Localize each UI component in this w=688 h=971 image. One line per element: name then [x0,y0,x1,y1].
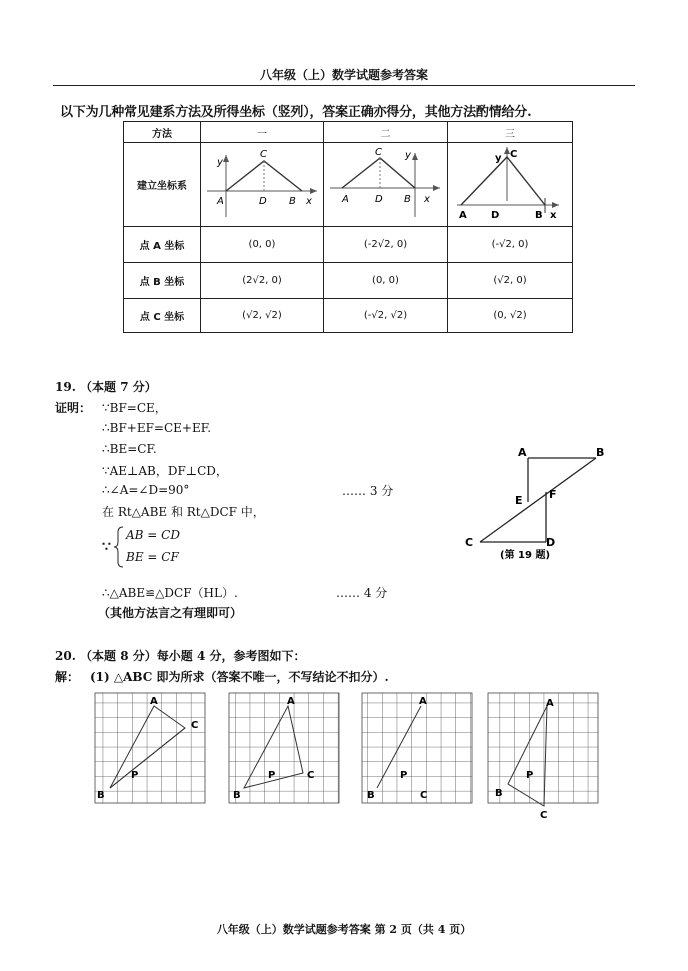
q19-figure [460,440,620,570]
fig19-e: E [515,494,523,507]
g2-c: C [307,770,315,781]
point-b-method-3: (√2, 0) [448,263,573,299]
m2-a-label: A [342,194,349,205]
fig19-caption: (第 19 题) [500,550,551,561]
m1-c-label: C [260,149,267,160]
m3-x-label: x [550,210,557,221]
point-a-method-2: (-2√2, 0) [324,227,448,263]
method-1-diagram [201,143,324,227]
g1-c: C [191,720,199,731]
g2-b: B [233,790,241,801]
m2-c-label: C [375,147,382,158]
g3-a: A [419,696,427,707]
fig19-a: A [518,446,527,459]
m2-b-label: B [404,194,411,205]
q19-note: （其他方法言之有理即可） [98,606,243,620]
g4-c: C [540,810,548,821]
g1-p: P [131,770,139,781]
q20-grid-figures [88,688,648,824]
fig19-c: C [465,536,474,549]
point-b-method-1: (2√2, 0) [201,263,324,299]
q19-line-3: ∴BE=CF. [102,442,157,456]
system-eq-1: AB = CD [126,528,180,542]
fig19-b: B [596,446,605,459]
grid-figure-1 [95,693,205,803]
page-header: 八年级（上）数学试题参考答案 [259,68,428,82]
g1-b: B [97,790,105,801]
m2-d-label: D [375,194,383,205]
m3-b-label: B [535,210,543,221]
m1-d-label: D [259,196,267,207]
m3-c-label: C [510,149,518,160]
g3-b: B [367,790,375,801]
m1-b-label: B [289,196,296,207]
fig19-d: D [546,536,556,549]
g4-a: A [546,698,554,709]
q19-score-1: …… 3 分 [342,484,394,498]
m3-d-label: D [491,210,500,221]
grid-figure-3 [362,693,472,803]
q19-line-6: 在 Rt△ABE 和 Rt△DCF 中， [102,505,265,519]
g3-p: P [400,770,408,781]
q20-answer-label: 解： [55,670,80,684]
q19-equation-system [102,525,212,569]
point-c-method-1: (√2, √2) [201,299,324,333]
g4-p: P [526,770,534,781]
q19-line-1: ∵BF=CE， [102,401,167,415]
method-2-header: 二 [324,122,448,143]
q19-line-5: ∴∠A=∠D=90° [102,483,190,497]
point-a-method-1: (0, 0) [201,227,324,263]
g2-p: P [268,770,276,781]
grid-figure-4 [488,693,598,821]
q19-title: 19. （本题 7 分） [55,380,157,394]
point-b-method-2: (0, 0) [324,263,448,299]
m2-x-label: x [424,194,430,205]
method-1-header: 一 [201,122,324,143]
q19-line-2: ∴BF+EF=CE+EF. [102,421,212,435]
coordinate-table [123,121,573,333]
g2-a: A [287,696,295,707]
q20-title: 20. （本题 8 分）每小题 4 分，参考图如下： [55,649,306,663]
method-3-diagram [448,143,573,227]
g3-c: C [420,790,428,801]
intro-text: 以下为几种常见建系方法及所得坐标（竖列），答案正确亦得分，其他方法酌情给分. [60,105,532,120]
col-header-method: 方法 [124,122,201,143]
grid-figure-2 [229,693,339,803]
row-label-point-b: 点 B 坐标 [124,263,201,299]
q19-conclusion: ∴△ABE≌△DCF（HL）. [102,586,238,600]
point-c-method-3: (0, √2) [448,299,573,333]
m3-a-label: A [459,210,467,221]
q20-answer: (1) △ABC 即为所求（答案不唯一，不写结论不扣分）. [90,670,389,684]
m2-y-label: y [405,150,411,161]
row-label-axes: 建立坐标系 [124,143,201,227]
m1-x-label: x [306,196,312,207]
q19-proof-label: 证明： [55,401,92,415]
method-3-header: 三 [448,122,573,143]
point-c-method-2: (-√2, √2) [324,299,448,333]
fig19-f: F [549,488,557,501]
page-footer: 八年级（上）数学试题参考答案 第 2 页（共 4 页） [216,923,472,936]
g1-a: A [150,696,158,707]
row-label-point-a: 点 A 坐标 [124,227,201,263]
m3-y-label: y [495,153,502,164]
system-eq-2: BE = CF [126,550,179,564]
row-label-point-c: 点 C 坐标 [124,299,201,333]
m1-a-label: A [217,196,224,207]
g4-b: B [495,788,503,799]
q19-line-4: ∵AE⊥AB，DF⊥CD， [102,464,228,478]
q19-score-2: …… 4 分 [336,586,388,600]
point-a-method-3: (-√2, 0) [448,227,573,263]
method-2-diagram [324,143,448,227]
m1-y-label: y [217,157,223,168]
because-symbol: ∵ [102,539,111,555]
header-rule [53,85,635,86]
